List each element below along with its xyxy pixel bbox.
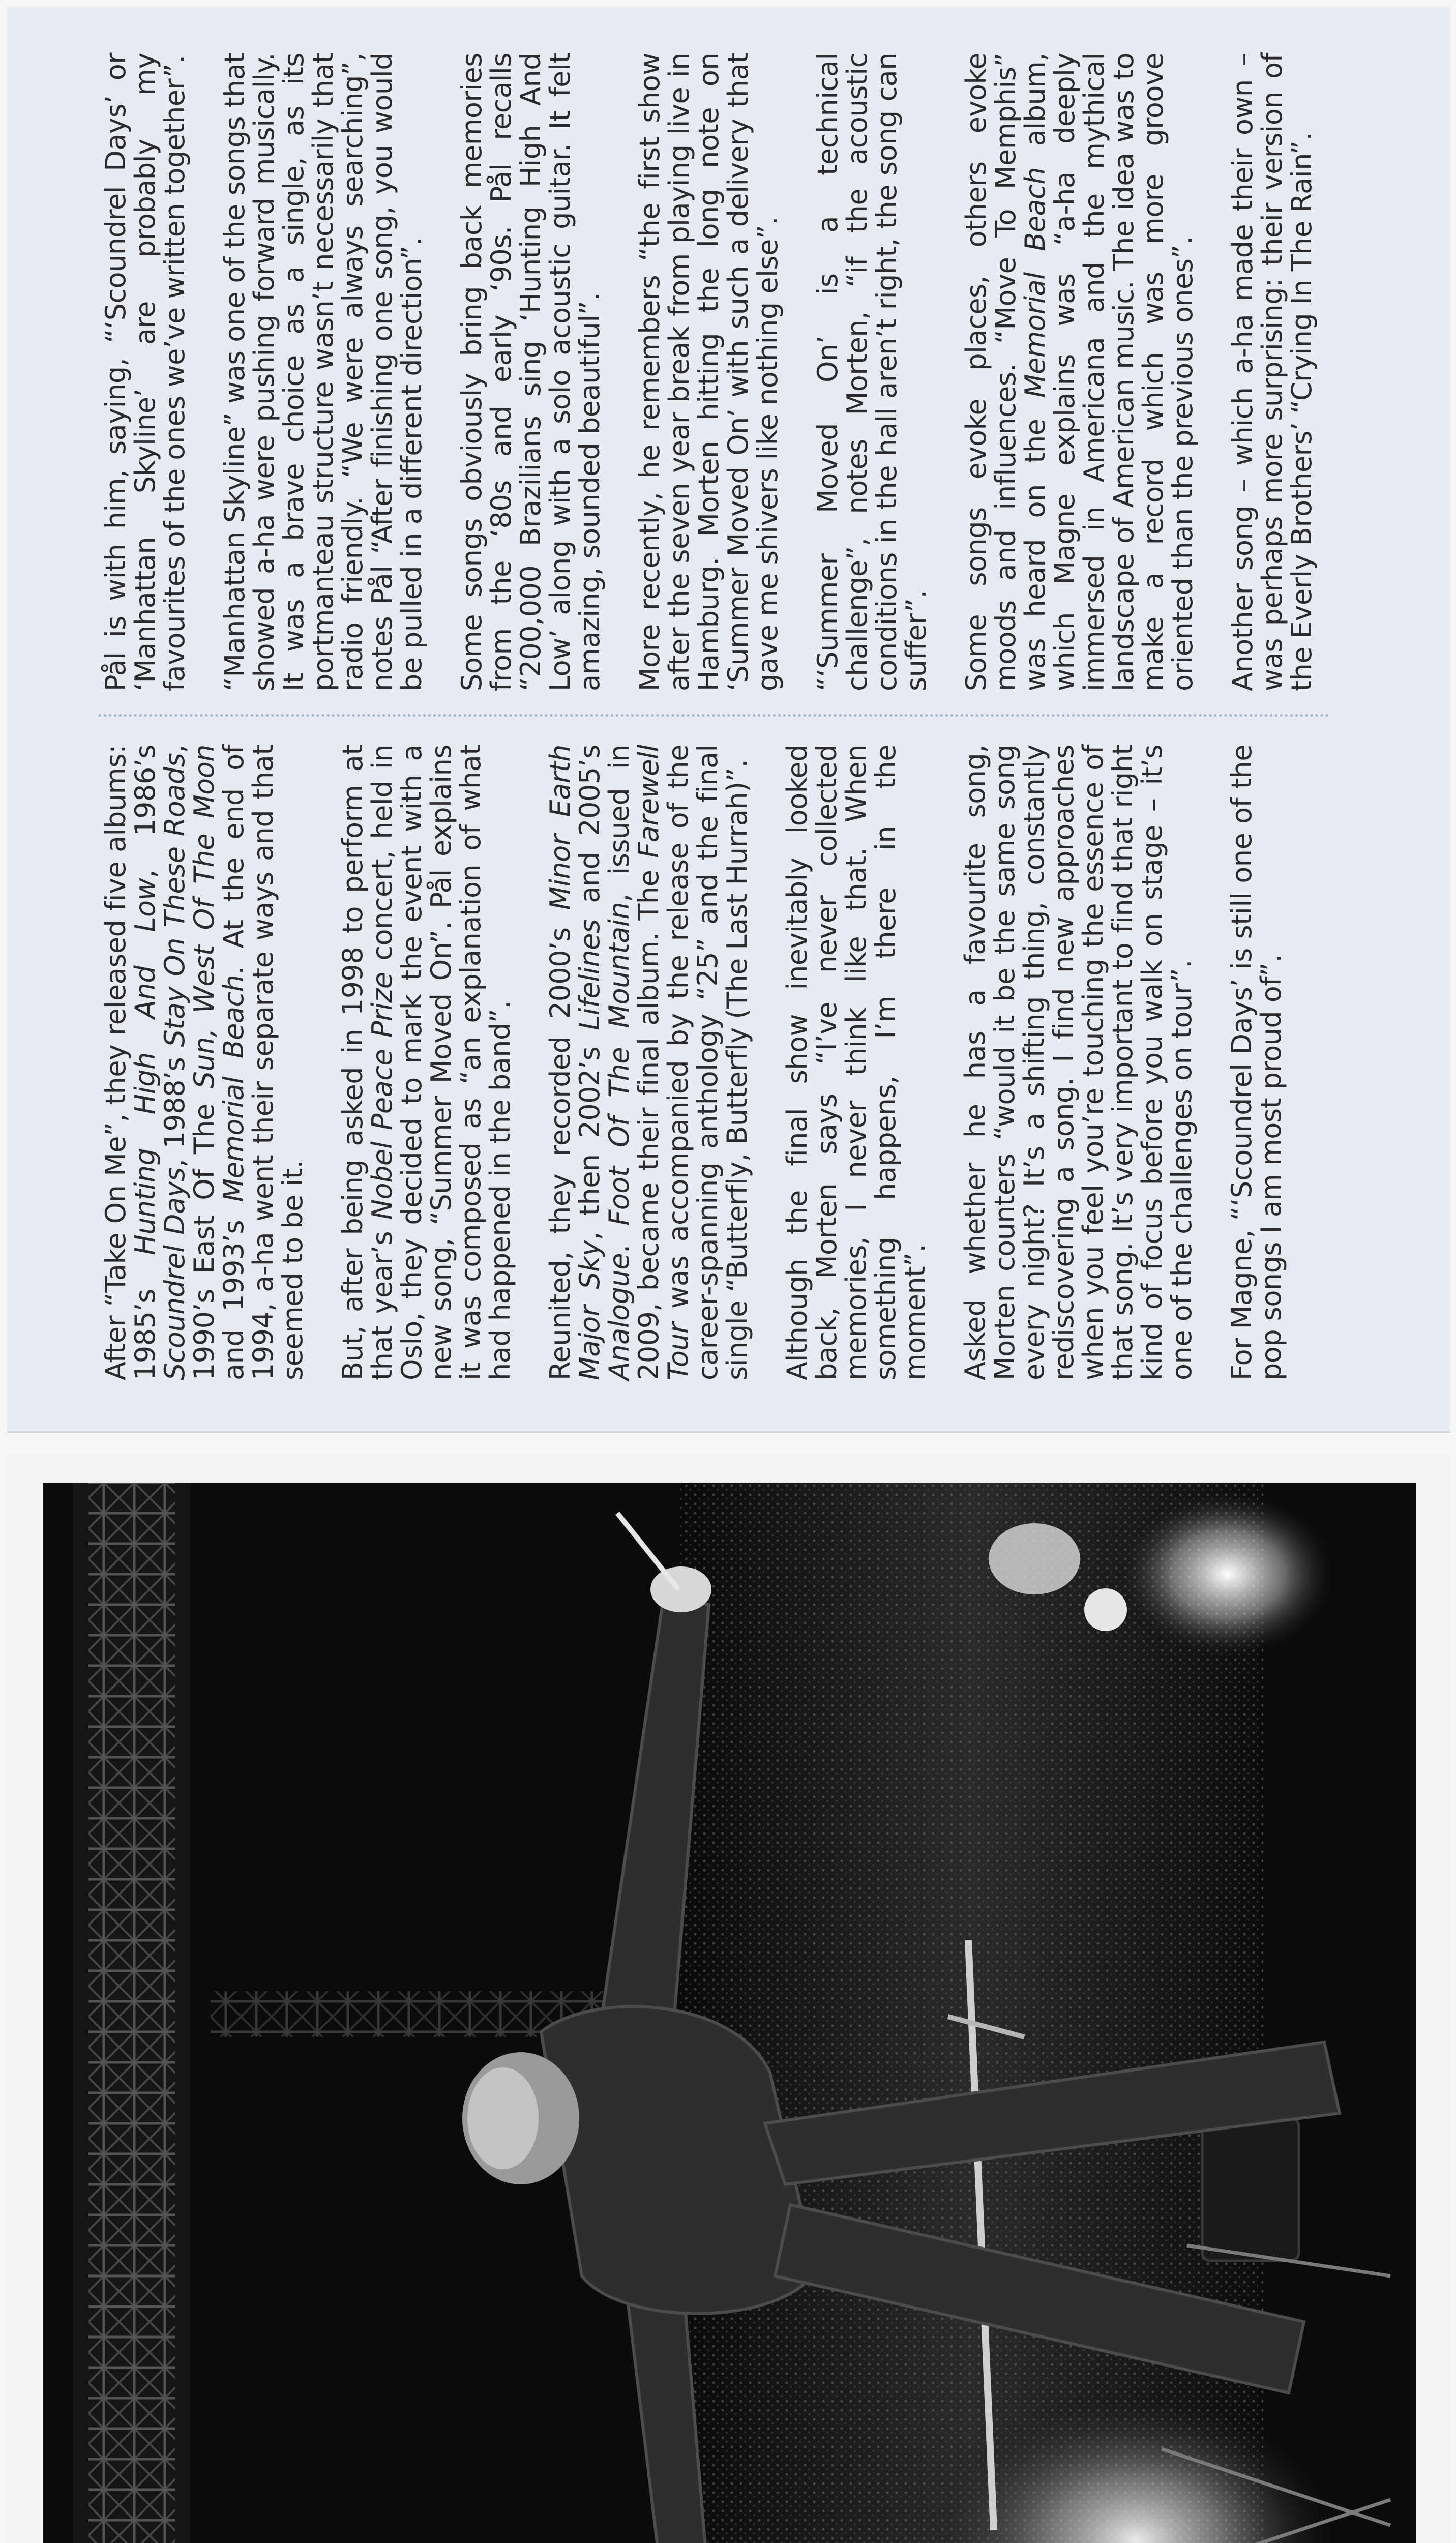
article-paragraph — [1228, 53, 1317, 691]
text-run: Although the final show inevitably looked back, Morten says “I’ve never collected memories, I never think like that. When something happens, I’m there in the moment”. — [781, 745, 931, 1380]
text-run: More recently, he remembers “the first show after the seven year break from playing live in Hamburg. Morten hitting the long note on ‘Summer Moved On’ with such a delivery that gave me shivers like nothing else”. — [634, 53, 784, 691]
text-run: album, which Magne explains was “a-ha deeply immersed in Americana and the mythical landscape of American music. The idea was to make a record which was more groove oriented than the previous ones”. — [1019, 53, 1199, 691]
text-run: “‘Summer Moved On’ is a technical challenge”, notes Morten, “if the acoustic conditions in the hall aren’t right, the song can suffer”. — [812, 53, 932, 691]
text-run: and 2005’s — [574, 745, 606, 920]
italic-title: Analogue — [603, 1253, 635, 1380]
article-paragraph — [783, 745, 930, 1380]
article-paragraph — [962, 53, 1198, 691]
article-paragraph — [101, 745, 308, 1380]
text-run: After “Take On Me”, they released five albums: 1985’s — [100, 745, 161, 1380]
article-paragraph — [1227, 745, 1286, 1380]
text-run: . At the end of 1994, a-ha went their separate ways and that seemed to be it. — [218, 745, 309, 1380]
article-rotated-frame — [7, 7, 1450, 1431]
italic-title: Foot Of The Mountain — [603, 902, 635, 1226]
text-run: Some songs obviously bring back memories from the ‘80s and early ‘90s. Pål recalls “200,000 Brazilians sing ‘Hunting High And Low’ along with a solo acoustic guitar. It felt amazing, sounded beautiful”. — [456, 53, 606, 691]
article-paragraph — [635, 53, 783, 691]
text-run: , issued in 2009, became their final album. The — [603, 744, 665, 1380]
text-run: , 1986’s — [129, 745, 161, 878]
text-run: Reunited, they recorded 2000’s — [544, 910, 576, 1380]
italic-title: Hunting High And Low — [129, 878, 161, 1255]
photo-page — [7, 1455, 1450, 2543]
text-run: Asked whether he has a favourite song, Morten counters “would it be the same song every night? It’s a shifting thing, constantly rediscovering a song. I find new approaches when you feel you’re touching the essence of that song. It’s very important to find that right kind of focus before you walk on stage – it’s one of the challenges on tour”. — [959, 745, 1198, 1380]
article-column-right — [101, 53, 1423, 691]
text-run: “Manhattan Skyline” was one of the songs that showed a-ha were pushing forward musically. It was a brave choice as a single, as its portmanteau structure wasn’t necessarily that radio friendly. “We were always searching”, notes Pål “After finishing one song, you would be pulled in a different direction”. — [219, 53, 428, 691]
text-run: Some songs evoke places, others evoke moods and influences. “Move To Memphis” was heard on the — [960, 53, 1051, 691]
text-run: . — [603, 1225, 635, 1253]
article-paragraph — [338, 745, 515, 1380]
concert-photo-icon — [43, 1483, 1416, 2543]
text-run: Another song – which a-ha made their own – was perhaps more surprising: their version of the Everly Brothers’ “Crying In The Rain”. — [1227, 53, 1318, 691]
text-run: , 1990’s East Of The — [159, 745, 220, 1380]
article-column-left — [101, 745, 1423, 1380]
article-paragraph — [546, 745, 752, 1380]
column-divider — [99, 714, 1329, 717]
article-paragraph — [220, 53, 427, 691]
italic-title: Memorial Beach — [1019, 167, 1051, 398]
concert-photo — [43, 1483, 1416, 2543]
italic-title: Memorial Beach — [218, 974, 250, 1202]
text-run: , then 2002’s — [574, 1030, 606, 1240]
article-paragraph — [457, 53, 605, 691]
article-paragraph — [101, 53, 190, 691]
text-run: But, after being asked in 1998 to perform at that year’s — [337, 745, 398, 1380]
text-run: , 1988’s — [159, 1047, 191, 1168]
text-run: and 1993’s — [218, 1202, 250, 1380]
text-run: concert, held in Oslo, they decided to mark the event with a new song, “Summer Moved On”. Pål explains it was composed as “an explanation of what had happened in the band”. — [366, 744, 516, 1380]
italic-title: Scoundrel Days — [159, 1167, 191, 1380]
italic-title: Lifelines — [574, 919, 606, 1030]
text-run: Pål is with him, saying, “‘Scoundrel Days’ or ‘Manhattan Skyline’ are probably my favourites of the ones we’ve written together”. — [100, 53, 191, 691]
article-paragraph — [813, 53, 931, 691]
article-page — [7, 7, 1450, 1433]
italic-title: Sun, West Of The Moon — [188, 745, 220, 1089]
italic-title: Stay On These Roads — [159, 753, 191, 1047]
article-paragraph — [961, 745, 1197, 1380]
text-run: For Magne, “‘Scoundrel Days’ is still one of the pop songs I am most proud of”. — [1226, 745, 1287, 1380]
italic-title: Farewell Tour — [633, 745, 694, 1380]
italic-title: Minor Earth Major Sky — [544, 745, 606, 1380]
text-run: was accompanied by the release of the career-spanning anthology “25” and the final single “Butterfly, Butterfly (The Last Hurrah)”. — [662, 745, 753, 1380]
italic-title: Nobel Peace Prize — [366, 972, 398, 1220]
